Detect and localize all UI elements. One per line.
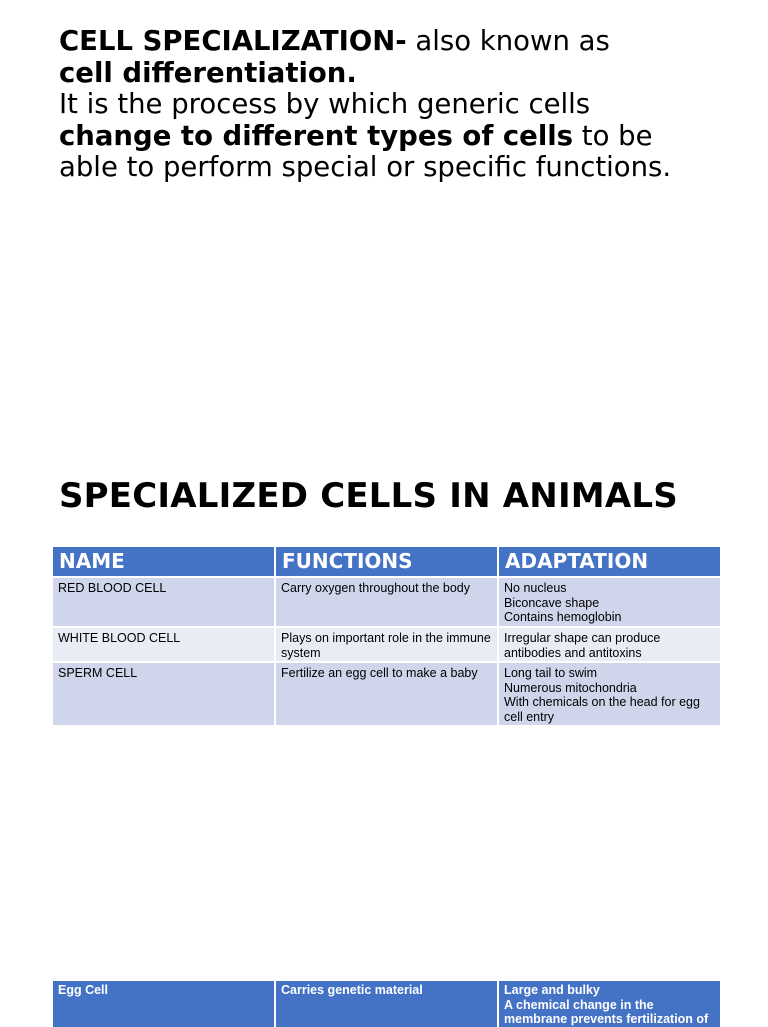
adaptation-line: Long tail to swim — [504, 666, 598, 680]
definition-start: It is the process by which generic cells — [59, 88, 591, 120]
table-row — [53, 981, 720, 1027]
column-header-name: NAME — [53, 547, 274, 578]
cell-function: Carries genetic material — [276, 981, 497, 1027]
cell-adaptation — [499, 981, 720, 1027]
definition-mid: to be — [573, 119, 653, 152]
adaptation-line: Biconcave shape — [504, 595, 600, 610]
adaptation-line: With chemicals on the head for egg cell entry — [504, 695, 700, 724]
cell-name: SPERM CELL — [53, 663, 274, 727]
cell-adaptation — [499, 628, 720, 663]
table-row — [53, 628, 720, 663]
adaptation-line: No nucleus — [504, 581, 567, 595]
aka-text: also known as — [406, 25, 610, 57]
cell-function: Plays on important role in the immune system — [276, 628, 497, 663]
cell-name: WHITE BLOOD CELL — [53, 628, 274, 663]
synonym-label: cell differentiation. — [59, 56, 357, 89]
term-label: CELL SPECIALIZATION- — [59, 25, 407, 57]
intro-text — [59, 26, 749, 184]
cell-function: Fertilize an egg cell to make a baby — [276, 663, 497, 727]
definition-bold: change to different types of cells — [59, 119, 574, 152]
cell-adaptation — [499, 578, 720, 628]
table-header-row — [53, 547, 720, 578]
column-header-functions: FUNCTIONS — [276, 547, 497, 578]
specialized-cells-table — [51, 547, 722, 727]
adaptation-line: Large and bulky — [504, 983, 600, 997]
egg-cell-table — [51, 981, 722, 1027]
adaptation-line: Numerous mitochondria — [504, 680, 637, 695]
cell-name: RED BLOOD CELL — [53, 578, 274, 628]
section-heading: SPECIALIZED CELLS IN ANIMALS — [59, 476, 678, 516]
adaptation-line: Contains hemoglobin — [504, 610, 622, 624]
cell-name: Egg Cell — [53, 981, 274, 1027]
column-header-adaptation: ADAPTATION — [499, 547, 720, 578]
table-row — [53, 578, 720, 628]
cell-adaptation — [499, 663, 720, 727]
adaptation-line: A chemical change in the membrane prevents fertilization of — [504, 997, 709, 1026]
cell-function: Carry oxygen throughout the body — [276, 578, 497, 628]
definition-end: able to perform special or specific functions. — [59, 151, 672, 183]
adaptation-line: Irregular shape can produce antibodies and antitoxins — [504, 631, 661, 660]
table-row — [53, 663, 720, 727]
